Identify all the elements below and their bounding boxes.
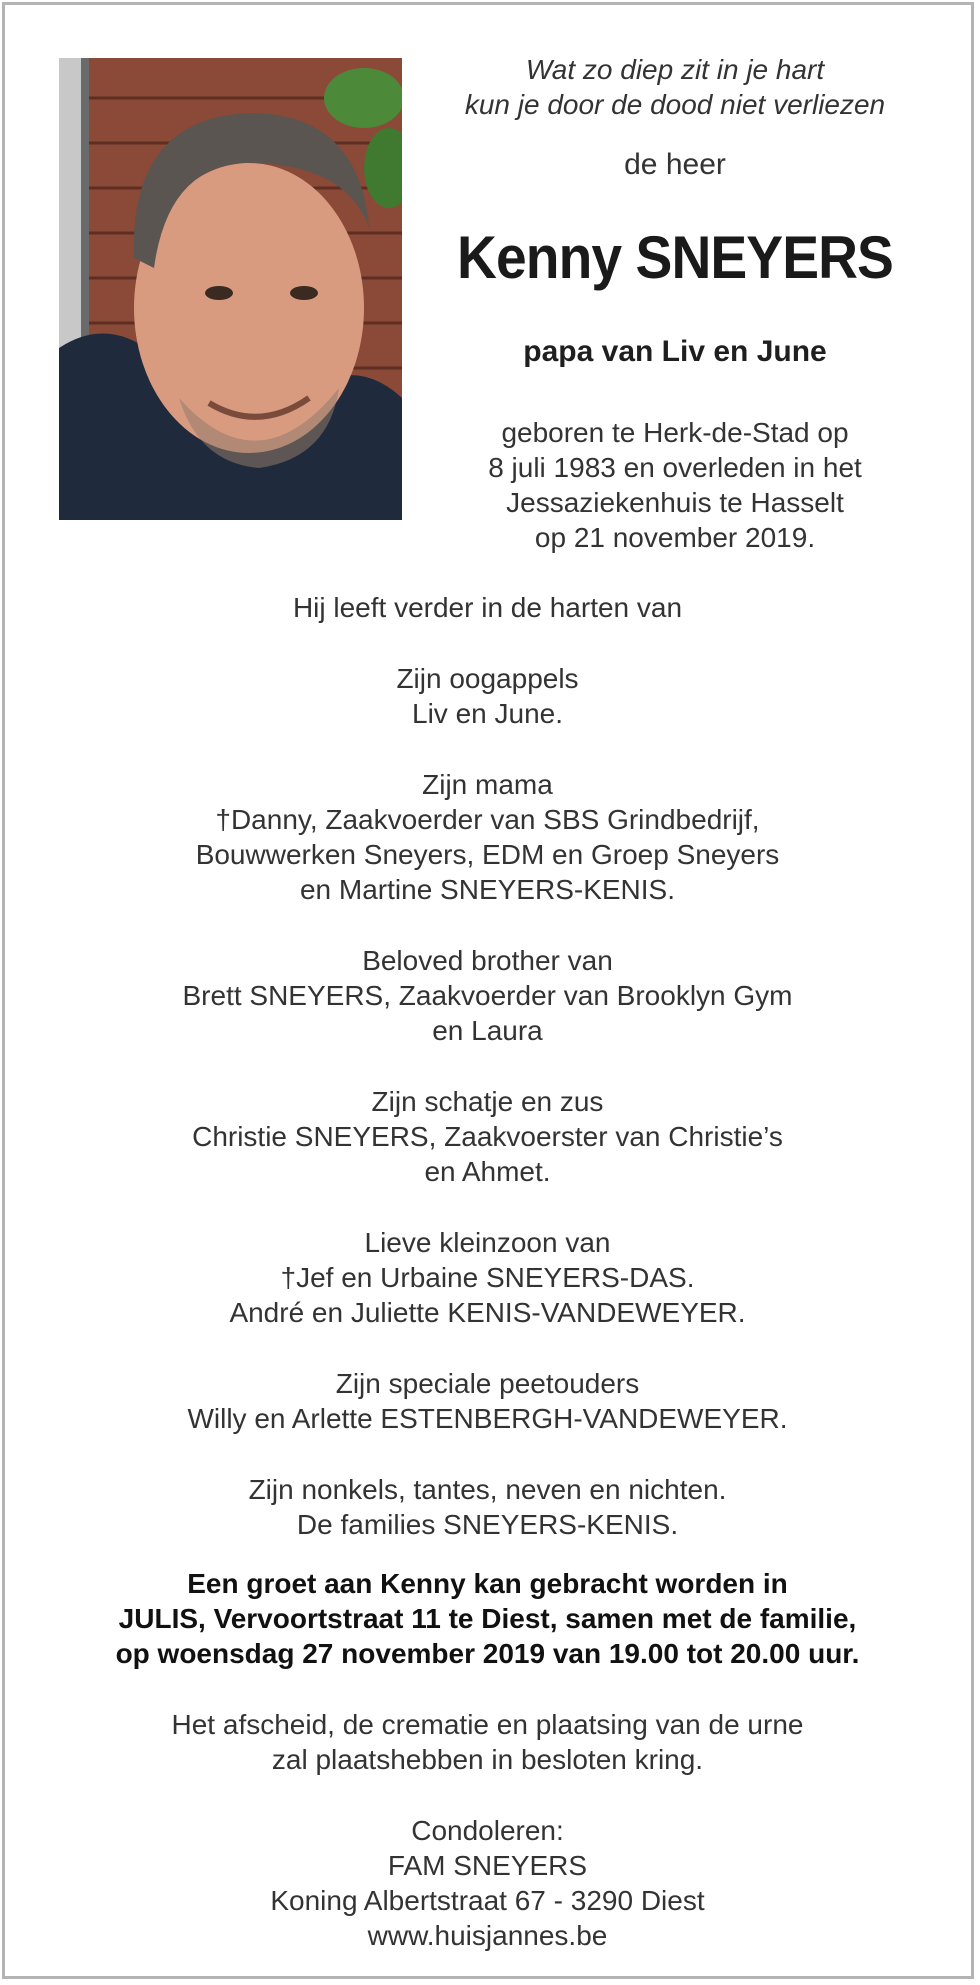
memorial-quote: [420, 52, 930, 122]
condolence-line: Condoleren:: [411, 1815, 564, 1846]
section-line: André en Juliette KENIS-VANDEWEYER.: [229, 1297, 746, 1328]
birth-death-info: [420, 415, 930, 555]
section-line: Zijn mama: [422, 769, 553, 800]
born-line: geboren te Herk-de-Stad op: [501, 417, 849, 448]
quote-line: Wat zo diep zit in je hart: [525, 54, 825, 85]
section-children: [0, 661, 975, 731]
section-line: en Ahmet.: [424, 1156, 551, 1187]
section-line: en Martine SNEYERS-KENIS.: [299, 874, 676, 905]
quote-line: kun je door de dood niet verliezen: [464, 89, 886, 120]
section-godparents: [0, 1366, 975, 1436]
section-line: Brett SNEYERS, Zaakvoerder van Brooklyn Gym: [182, 980, 793, 1011]
section-line: Lieve kleinzoon van: [364, 1227, 611, 1258]
visitation-line: op woensdag 27 november 2019 van 19.00 tot 20.00 uur.: [115, 1638, 860, 1669]
section-line: Bouwwerken Sneyers, EDM en Groep Sneyers: [195, 839, 780, 870]
born-line: Jessaziekenhuis te Hasselt: [506, 487, 844, 518]
section-line: Christie SNEYERS, Zaakvoerster van Christie’s: [192, 1121, 783, 1152]
section-line: Liv en June.: [412, 698, 563, 729]
section-line: en Laura: [432, 1015, 543, 1046]
section-line: Zijn speciale peetouders: [335, 1368, 640, 1399]
condolence-info: [0, 1813, 975, 1953]
condolence-line: FAM SNEYERS: [387, 1850, 588, 1881]
portrait-photo: [59, 58, 402, 520]
born-line: 8 juli 1983 en overleden in het: [488, 452, 862, 483]
honorific: de heer: [624, 148, 726, 181]
section-line: †Jef en Urbaine SNEYERS-DAS.: [280, 1262, 695, 1293]
section-line: Zijn oogappels: [396, 663, 579, 694]
section-line: Beloved brother van: [362, 945, 613, 976]
section-grandparents: [0, 1225, 975, 1330]
farewell-line: Het afscheid, de crematie en plaatsing van de urne: [171, 1709, 804, 1740]
section-line: Willy en Arlette ESTENBERGH-VANDEWEYER.: [187, 1403, 788, 1434]
visitation-info: [0, 1566, 975, 1671]
section-line: Zijn schatje en zus: [371, 1086, 604, 1117]
section-mother: [0, 767, 975, 907]
condolence-line: Koning Albertstraat 67 - 3290 Diest: [270, 1885, 705, 1916]
born-line: op 21 november 2019.: [534, 522, 816, 553]
section-line: De families SNEYERS-KENIS.: [296, 1509, 679, 1540]
section-line: Zijn nonkels, tantes, neven en nichten.: [248, 1474, 727, 1505]
section-family: [0, 1472, 975, 1542]
intro-text: Hij leeft verder in de harten van: [292, 592, 683, 623]
farewell-line: zal plaatshebben in besloten kring.: [271, 1744, 704, 1775]
section-sister: [0, 1084, 975, 1189]
section-line: †Danny, Zaakvoerder van SBS Grindbedrijf,: [215, 804, 760, 835]
website-link[interactable]: www.huisjannes.be: [367, 1920, 608, 1951]
visitation-line: Een groet aan Kenny kan gebracht worden in: [187, 1568, 788, 1599]
farewell-info: [0, 1707, 975, 1777]
deceased-name: Kenny SNEYERS: [457, 224, 893, 291]
subtitle: papa van Liv en June: [523, 335, 827, 368]
section-brother: [0, 943, 975, 1048]
visitation-line: JULIS, Vervoortstraat 11 te Diest, samen met de familie,: [118, 1603, 857, 1634]
